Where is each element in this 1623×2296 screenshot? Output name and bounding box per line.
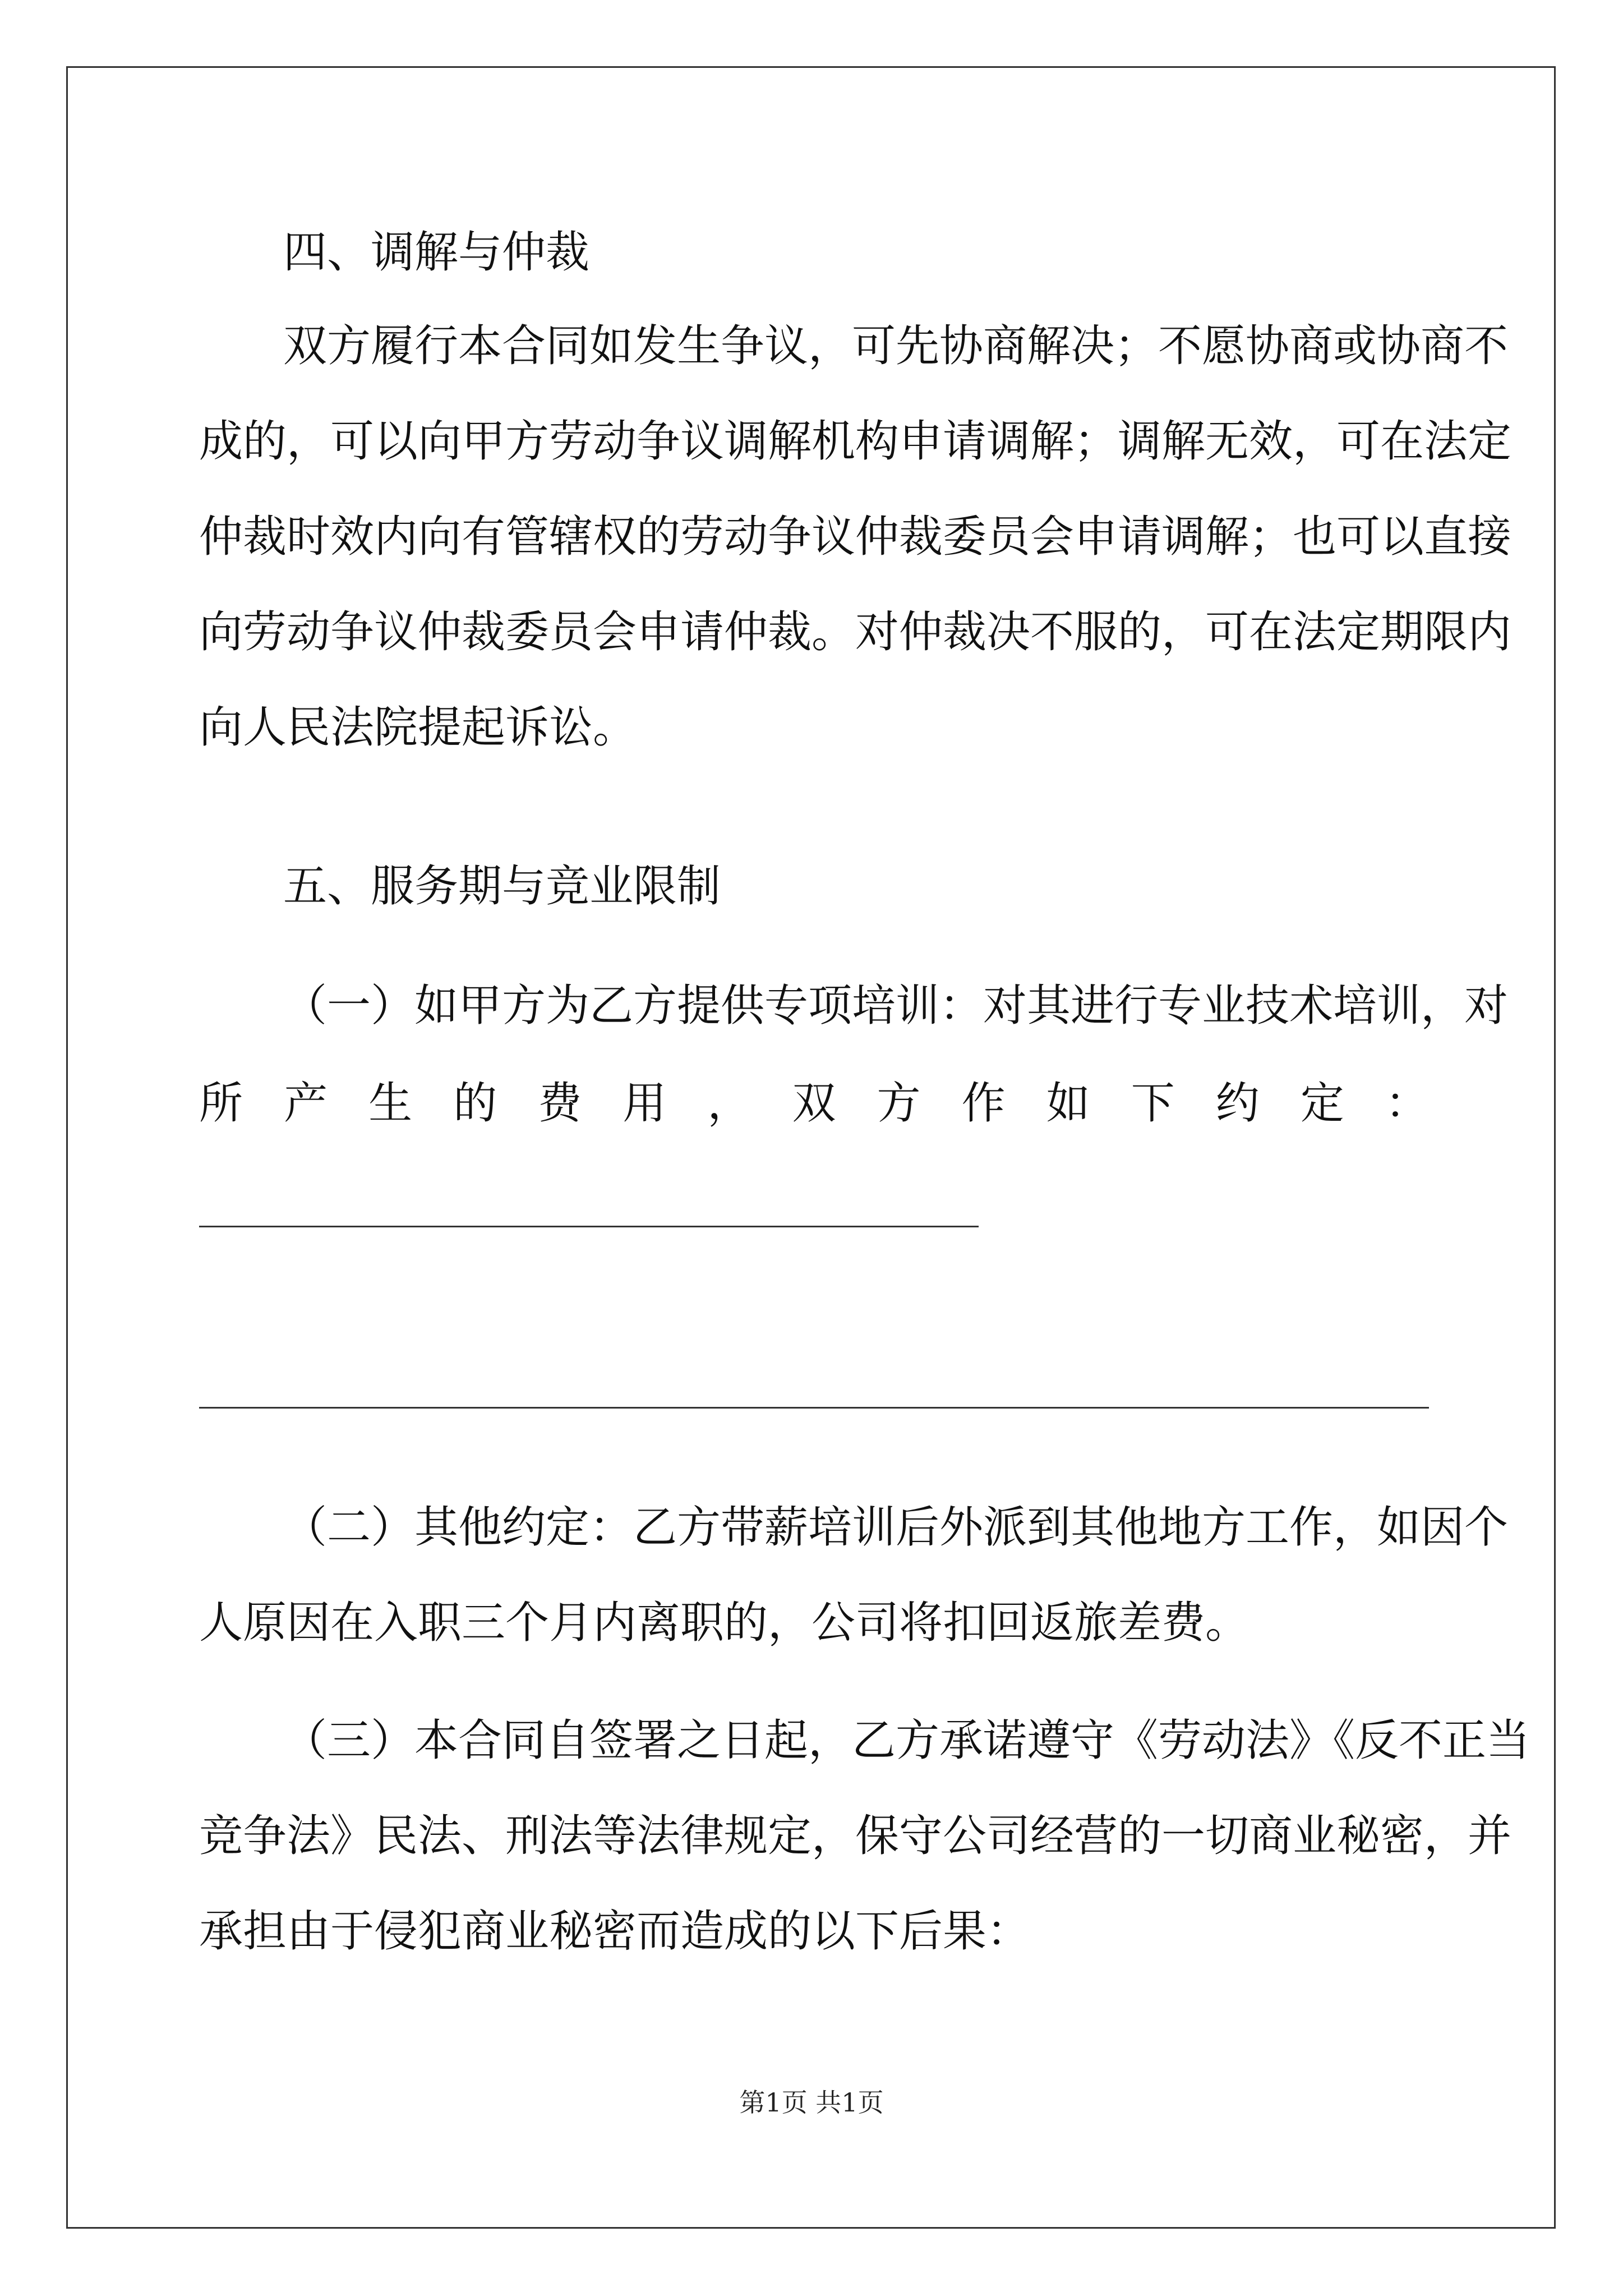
item-1-char: ， bbox=[707, 1078, 751, 1129]
section-4-heading: 四、调解与仲裁 bbox=[283, 227, 590, 278]
item-1-char: 费 bbox=[538, 1078, 582, 1129]
item-3-line-2: 竞争法》民法、刑法等法律规定，保守公司经营的一切商业秘密，并 bbox=[199, 1811, 1512, 1861]
item-1-char: 如 bbox=[1046, 1078, 1090, 1129]
item-1-char: 产 bbox=[284, 1078, 328, 1129]
item-1-char: 下 bbox=[1131, 1078, 1175, 1129]
section-4-line-1: 双方履行本合同如发生争议，可先协商解决；不愿协商或协商不 bbox=[283, 321, 1509, 371]
item-1-char: 作 bbox=[961, 1078, 1006, 1129]
item-2-line-1: （二）其他约定：乙方带薪培训后外派到其他地方工作，如因个 bbox=[283, 1502, 1509, 1553]
item-1-char: 约 bbox=[1215, 1078, 1260, 1129]
item-1-line-1: （一）如甲方为乙方提供专项培训：对其进行专业技术培训，对 bbox=[283, 981, 1509, 1031]
item-1-char: ： bbox=[1385, 1078, 1429, 1129]
page-footer: 第1页 共1页 bbox=[739, 2087, 884, 2118]
item-1-char: 所 bbox=[199, 1078, 243, 1129]
section-5-heading: 五、服务期与竞业限制 bbox=[283, 861, 721, 912]
item-1-char: 双 bbox=[792, 1078, 836, 1129]
section-4-line-4: 向劳动争议仲裁委员会申请仲裁。对仲裁决不服的，可在法定期限内 bbox=[199, 607, 1512, 657]
item-3-line-1: （三）本合同自签署之日起，乙方承诺遵守《劳动法》《反不正当 bbox=[283, 1715, 1530, 1766]
section-4-line-5: 向人民法院提起诉讼。 bbox=[199, 702, 637, 753]
item-1-char: 生 bbox=[368, 1078, 413, 1129]
item-1-char: 的 bbox=[453, 1078, 497, 1129]
item-1-char: 方 bbox=[877, 1078, 921, 1129]
item-3-line-3: 承担由于侵犯商业秘密而造成的以下后果： bbox=[199, 1906, 1031, 1957]
item-1-line-2 bbox=[199, 1075, 1429, 1131]
item-1-char: 用 bbox=[623, 1078, 667, 1129]
item-1-char: 定 bbox=[1300, 1078, 1344, 1129]
item-2-line-2: 人原因在入职三个月内离职的，公司将扣回返旅差费。 bbox=[199, 1598, 1249, 1648]
blank-fill-line-2 bbox=[199, 1407, 1429, 1409]
blank-fill-line-1 bbox=[199, 1226, 979, 1227]
section-4-line-2: 成的，可以向甲方劳动争议调解机构申请调解；调解无效，可在法定 bbox=[199, 416, 1512, 467]
section-4-line-3: 仲裁时效内向有管辖权的劳动争议仲裁委员会申请调解；也可以直接 bbox=[199, 512, 1512, 562]
